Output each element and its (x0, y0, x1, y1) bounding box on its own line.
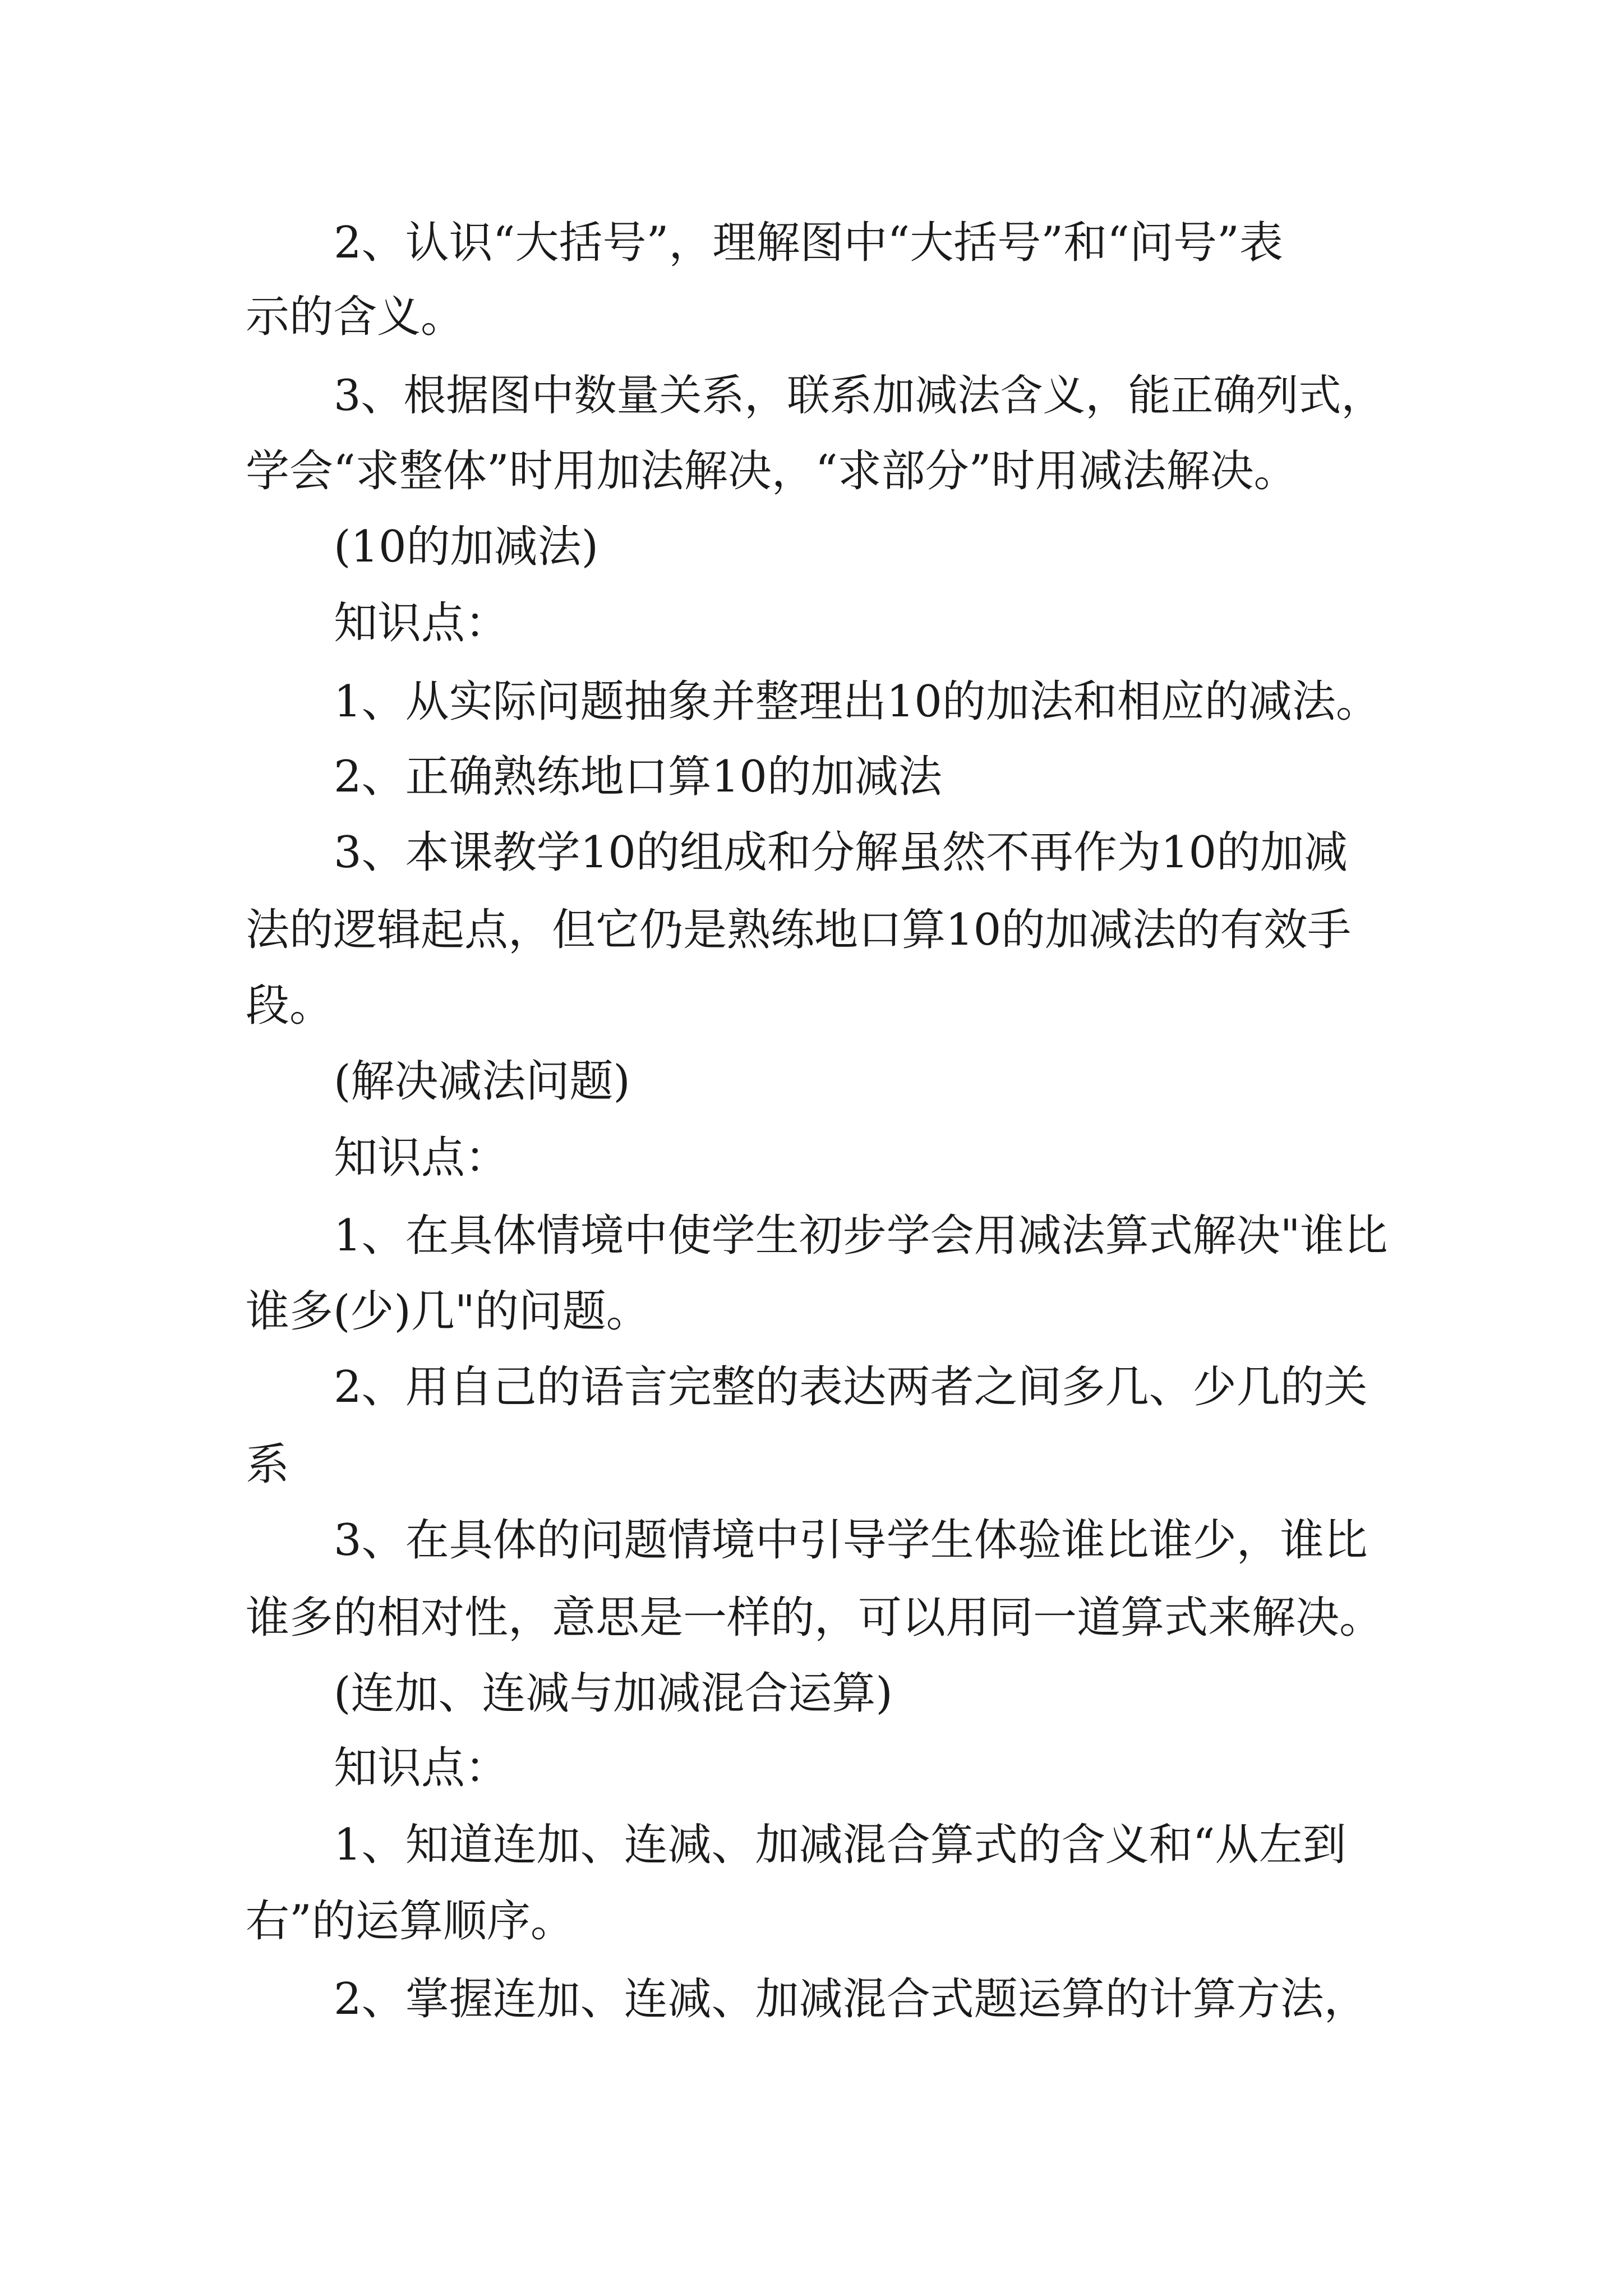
text-line: 示的含义。 (246, 292, 465, 342)
text-line: 1、从实际问题抽象并整理出10的加法和相应的减法。 (334, 677, 1380, 727)
text-line: 2、正确熟练地口算10的加减法 (334, 752, 942, 802)
text-line: 1、知道连加、连减、加减混合算式的含义和“从左到 (334, 1820, 1347, 1870)
text-line: 2、用自己的语言完整的表达两者之间多几、少几的关 (334, 1362, 1368, 1412)
text-line: 3、在具体的问题情境中引导学生体验谁比谁少，谁比 (334, 1515, 1368, 1566)
text-line: 3、本课教学10的组成和分解虽然不再作为10的加减 (334, 827, 1348, 878)
knowledge-points-label: 知识点： (334, 1133, 509, 1183)
section-heading: (10的加减法) (334, 522, 599, 572)
text-line: 2、认识“大括号”，理解图中“大括号”和“问号”表 (334, 218, 1283, 268)
text-line: 右”的运算顺序。 (246, 1896, 574, 1947)
text-line: 段。 (246, 981, 334, 1031)
text-line: 1、在具体情境中使学生初步学会用减法算式解决"谁比 (334, 1211, 1388, 1261)
text-line: 法的逻辑起点，但它仍是熟练地口算10的加减法的有效手 (246, 905, 1352, 955)
text-line: 3、根据图中数量关系，联系加减法含义，能正确列式， (334, 370, 1384, 420)
section-heading: (连加、连减与加减混合运算) (334, 1668, 893, 1719)
section-heading: (解决减法问题) (334, 1056, 630, 1107)
text-line: 谁多的相对性，意思是一样的，可以用同一道算式来解决。 (246, 1593, 1384, 1643)
text-line: 系 (246, 1439, 290, 1490)
text-line: 2、掌握连加、连减、加减混合式题运算的计算方法， (334, 1974, 1368, 2024)
knowledge-points-label: 知识点： (334, 1743, 509, 1793)
knowledge-points-label: 知识点： (334, 598, 509, 648)
text-line: 学会“求整体”时用加法解决，“求部分”时用减法解决。 (246, 446, 1298, 496)
text-line: 谁多(少)几"的问题。 (246, 1286, 650, 1337)
